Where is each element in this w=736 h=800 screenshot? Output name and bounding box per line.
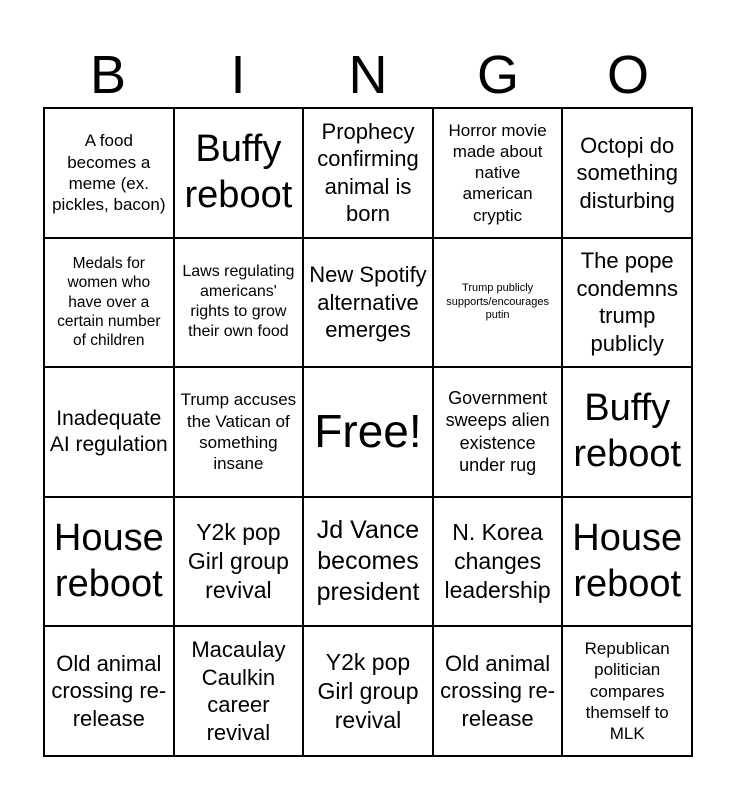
bingo-cell[interactable]: Government sweeps alien existence under rug <box>433 367 563 497</box>
header-letter: B <box>89 45 127 105</box>
bingo-cell[interactable]: New Spotify alternative emerges <box>303 238 433 368</box>
bingo-cell[interactable]: Inadequate AI regulation <box>44 367 174 497</box>
bingo-cell[interactable]: Trump publicly supports/encourages putin <box>433 238 563 368</box>
bingo-cell[interactable]: Buffy reboot <box>562 367 692 497</box>
bingo-cell[interactable]: Horror movie made about native american cryptic <box>433 108 563 238</box>
bingo-cell[interactable]: Macaulay Caulkin career revival <box>174 626 304 756</box>
bingo-cell[interactable]: Medals for women who have over a certain number of children <box>44 238 174 368</box>
bingo-cell[interactable]: House reboot <box>44 497 174 627</box>
bingo-header <box>43 40 693 110</box>
free-cell[interactable]: Free! <box>303 367 433 497</box>
bingo-grid <box>43 107 693 757</box>
bingo-cell[interactable]: N. Korea changes leadership <box>433 497 563 627</box>
bingo-cell[interactable]: Octopi do something disturbing <box>562 108 692 238</box>
bingo-cell[interactable]: Y2k pop Girl group revival <box>303 626 433 756</box>
header-letter: I <box>230 45 246 105</box>
bingo-cell[interactable]: A food becomes a meme (ex. pickles, bacon) <box>44 108 174 238</box>
header-letter: N <box>348 45 388 105</box>
bingo-cell[interactable]: Prophecy confirming animal is born <box>303 108 433 238</box>
bingo-cell[interactable]: Old animal crossing re-release <box>433 626 563 756</box>
bingo-cell[interactable]: Trump accuses the Vatican of something insane <box>174 367 304 497</box>
bingo-cell[interactable]: Laws regulating americans' rights to grow their own food <box>174 238 304 368</box>
bingo-cell[interactable]: Y2k pop Girl group revival <box>174 497 304 627</box>
bingo-cell[interactable]: The pope condemns trump publicly <box>562 238 692 368</box>
bingo-cell[interactable]: Jd Vance becomes president <box>303 497 433 627</box>
header-letter: O <box>606 45 649 105</box>
bingo-cell[interactable]: House reboot <box>562 497 692 627</box>
header-letter: G <box>476 45 519 105</box>
bingo-cell[interactable]: Republican politician compares themself to MLK <box>562 626 692 756</box>
bingo-cell[interactable]: Buffy reboot <box>174 108 304 238</box>
bingo-cell[interactable]: Old animal crossing re-release <box>44 626 174 756</box>
